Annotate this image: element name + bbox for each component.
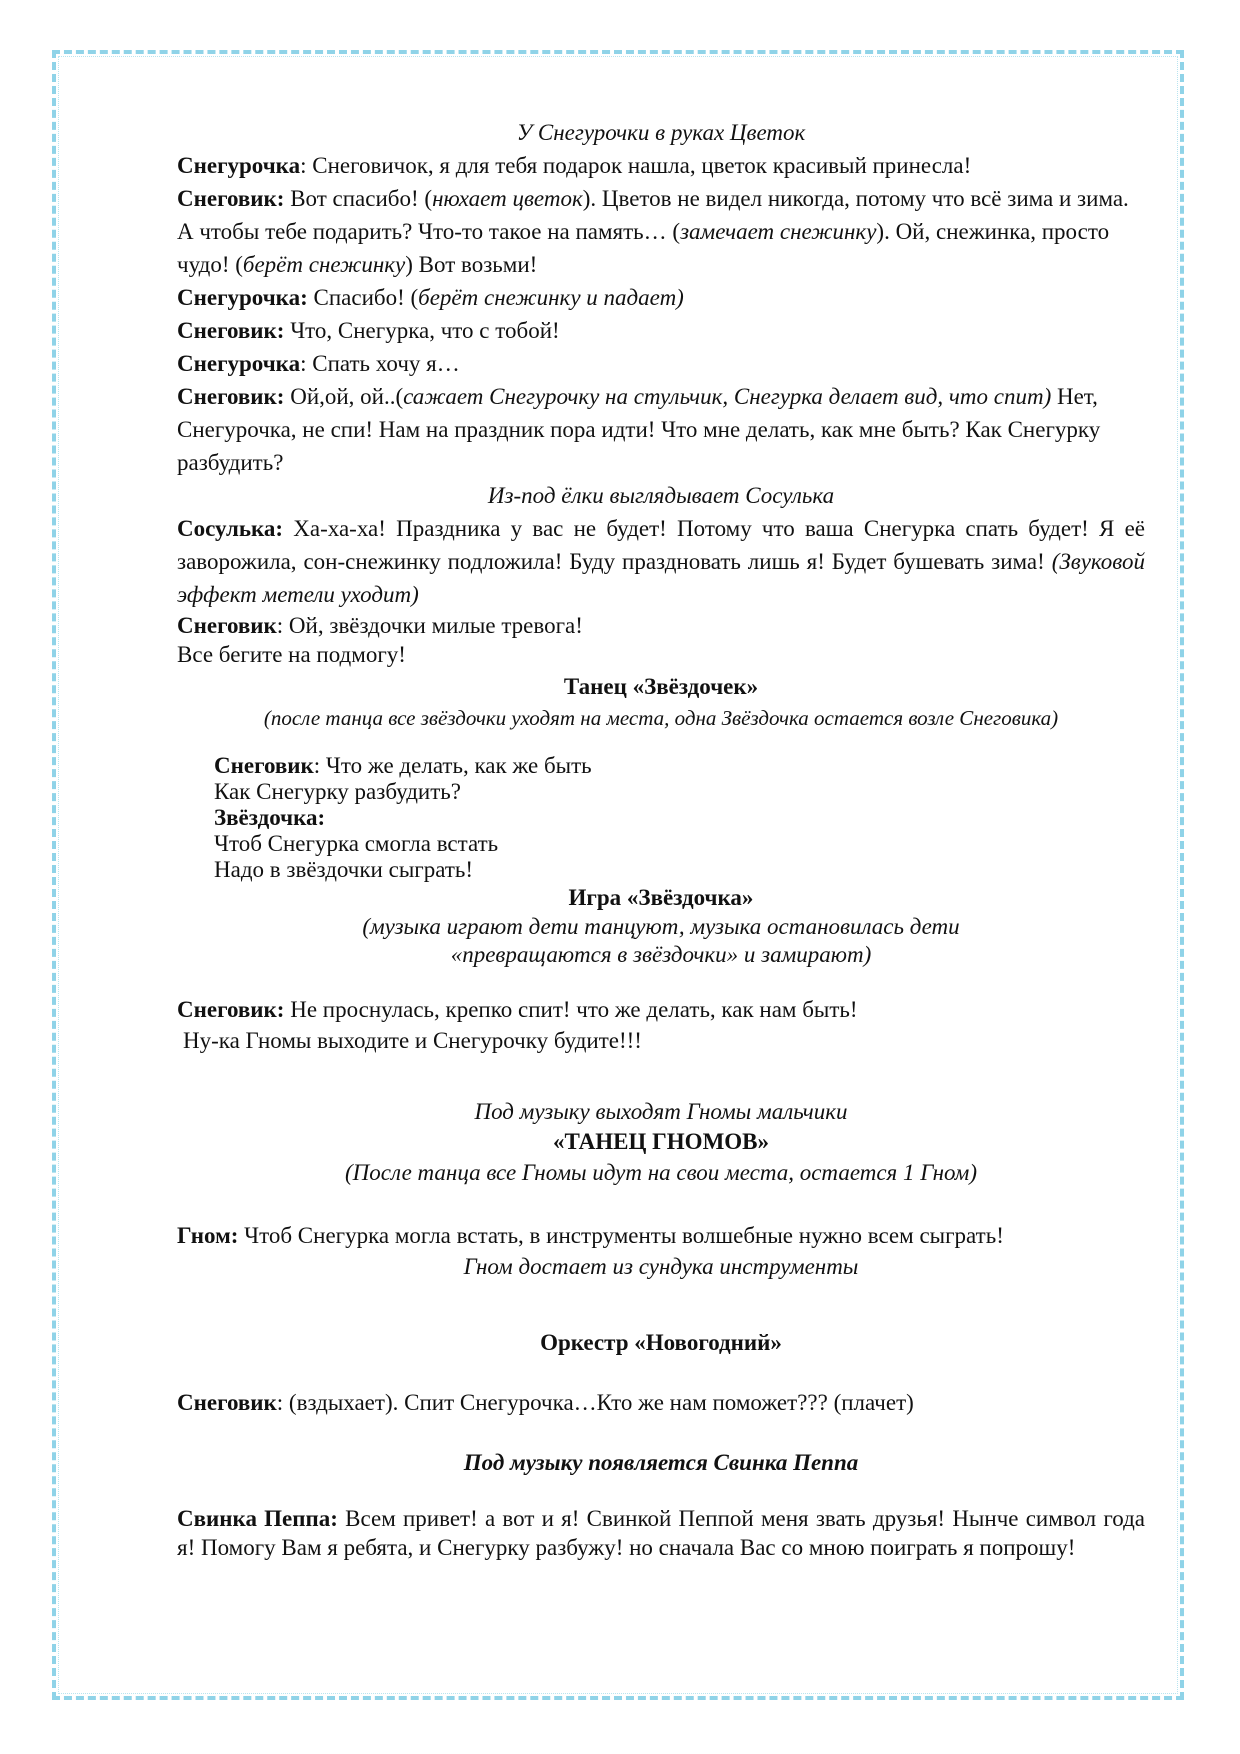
stage-note: берёт снежинку	[242, 252, 406, 277]
speaker-name: Танец «Звёздочек»	[563, 674, 759, 699]
line-verse	[214, 831, 1145, 857]
speaker-name: Снегурочка:	[177, 285, 308, 310]
line-verse	[214, 779, 1145, 805]
speaker-name: Снеговик:	[177, 997, 285, 1022]
section-title	[177, 1127, 1145, 1156]
speaker-name: Свинка Пеппа:	[177, 1506, 338, 1531]
stage-note: сажает Снегурочку на стульчик, Снегурка делает вид, что спит)	[403, 384, 1052, 409]
line-snegovik	[177, 1386, 1145, 1419]
text-run: : Снеговичок, я для тебя подарок нашла, цветок красивый принесла!	[300, 153, 972, 178]
section-title	[177, 1446, 1145, 1479]
line-snegovik	[214, 753, 1145, 779]
text-run: Не проснулась, крепко спит! что же делать, как нам быть!	[284, 997, 858, 1022]
line-snegovik	[177, 994, 1145, 1025]
stage-note: берёт снежинку и падает)	[418, 285, 684, 310]
stage-note: (после танца все звёздочки уходят на места, одна Звёздочка остается возле Снеговика)	[263, 706, 1059, 730]
line-verse	[177, 1025, 1145, 1056]
stage-direction	[177, 941, 1145, 968]
text-run: Чтоб Снегурка могла встать, в инструменты волшебные нужно всем сыграть!	[238, 1223, 1004, 1248]
stage-direction	[177, 703, 1145, 733]
text-run: Спасибо! (	[307, 285, 419, 310]
text-run: : (вздыхает). Спит Снегурочка…Кто же нам поможет??? (плачет)	[276, 1390, 914, 1415]
stage-note: «превращаются в звёздочки» и замирают)	[450, 942, 872, 967]
text-run: ). Цветов не видел никогда, потому что всё зима и зима. А чтобы тебе подарить? Что-то такое на память… (	[177, 186, 1129, 244]
speaker-name: «ТАНЕЦ ГНОМОВ»	[552, 1129, 770, 1154]
line-sosulka	[177, 512, 1145, 611]
text-run: Ха-ха-ха! Праздника у вас не будет! Потому что ваша Снегурка спать будет! Я её заворожила, сон-снежинку подложила! Буду праздновать лишь я! Будет бушевать зима!	[177, 516, 1145, 574]
speaker-name: Снеговик:	[177, 384, 285, 409]
line-snegurochka	[177, 347, 1145, 380]
text-run: : Ой, звёздочки милые тревога!	[276, 613, 583, 638]
line-gnom	[177, 1219, 1145, 1252]
text-run: Что, Снегурка, что с тобой!	[284, 318, 560, 343]
speaker-name: Снеговик:	[177, 318, 285, 343]
section-title	[177, 883, 1145, 912]
stage-note: Под музыку появляется Свинка Пеппа	[463, 1450, 859, 1475]
stage-note: Из-под ёлки выглядывает Сосулька	[487, 483, 835, 508]
stage-direction	[177, 912, 1145, 941]
text-run: Всем привет! а вот и я! Свинкой Пеппой меня звать друзья! Нынче символ года я! Помогу Вам я ребята, и Снегурку разбужу! но сначала Вас со мною поиграть я попрошу!	[177, 1506, 1145, 1560]
text-run: Нет, Снегурочка, не спи! Нам на праздник пора идти! Что мне делать, как мне быть? Как Снегурку разбудить?	[177, 384, 1101, 475]
speaker-name: Снеговик:	[177, 186, 285, 211]
speaker-name: Игра «Звёздочка»	[568, 885, 754, 910]
speaker-name: Гном:	[177, 1223, 239, 1248]
text-run: Все бегите на подмогу!	[177, 642, 406, 667]
stage-note: (После танца все Гномы идут на свои места, остается 1 Гном)	[344, 1160, 978, 1185]
stage-note: Гном достает из сундука инструменты	[463, 1254, 859, 1279]
text-run: Вот спасибо! (	[284, 186, 433, 211]
speaker-name: Снеговик	[214, 753, 314, 778]
line-verse	[177, 640, 1145, 669]
speaker-name: Снеговик	[177, 613, 277, 638]
stage-note: Под музыку выходят Гномы мальчики	[474, 1099, 848, 1124]
text-run: Ой,ой, ой..(	[284, 384, 404, 409]
verse-block	[177, 753, 1145, 883]
speaker-name: Звёздочка:	[214, 805, 326, 830]
line-snegovik	[177, 611, 1145, 640]
text-run: : Что же делать, как же быть	[313, 753, 592, 778]
text-run: Ну-ка Гномы выходите и Снегурочку будите!!!	[183, 1028, 642, 1053]
text-run: ). Ой, снежинка, просто чудо! (	[177, 219, 1110, 277]
line-snegurochka	[177, 281, 1145, 314]
text-run: : Спать хочу я…	[300, 351, 460, 376]
stage-direction	[177, 1096, 1145, 1127]
speaker-name: Снеговик	[177, 1390, 277, 1415]
stage-direction	[177, 116, 1145, 149]
line-verse	[214, 857, 1145, 883]
line-snegovik	[177, 380, 1145, 479]
speaker-zvezdochka	[214, 805, 1145, 831]
stage-note: У Снегурочки в руках Цветок	[516, 120, 806, 145]
line-snegurochka	[177, 149, 1145, 182]
speaker-name: Снегурочка	[177, 153, 301, 178]
stage-direction	[177, 1252, 1145, 1282]
stage-direction	[177, 479, 1145, 512]
stage-note: замечает снежинку	[680, 219, 877, 244]
line-svinka-peppa	[177, 1504, 1145, 1562]
section-title	[177, 1326, 1145, 1359]
stage-note: нюхает цветок	[432, 186, 583, 211]
text-run: Чтоб Снегурка смогла встать	[214, 831, 499, 856]
speaker-name: Сосулька:	[177, 516, 284, 541]
text-run: ) Вот возьми!	[405, 252, 538, 277]
section-title	[177, 670, 1145, 703]
speaker-name: Снегурочка	[177, 351, 301, 376]
stage-direction	[177, 1156, 1145, 1189]
document-body	[177, 116, 1145, 1562]
line-snegovik	[177, 314, 1145, 347]
text-run: Надо в звёздочки сыграть!	[214, 857, 474, 882]
stage-note: (музыка играют дети танцуют, музыка остановилась дети	[362, 914, 960, 939]
speaker-name: Оркестр «Новогодний»	[540, 1330, 782, 1355]
stage-note: (Звуковой эффект метели уходит)	[177, 549, 1145, 607]
text-run: Как Снегурку разбудить?	[214, 779, 461, 804]
line-snegovik	[177, 182, 1145, 281]
